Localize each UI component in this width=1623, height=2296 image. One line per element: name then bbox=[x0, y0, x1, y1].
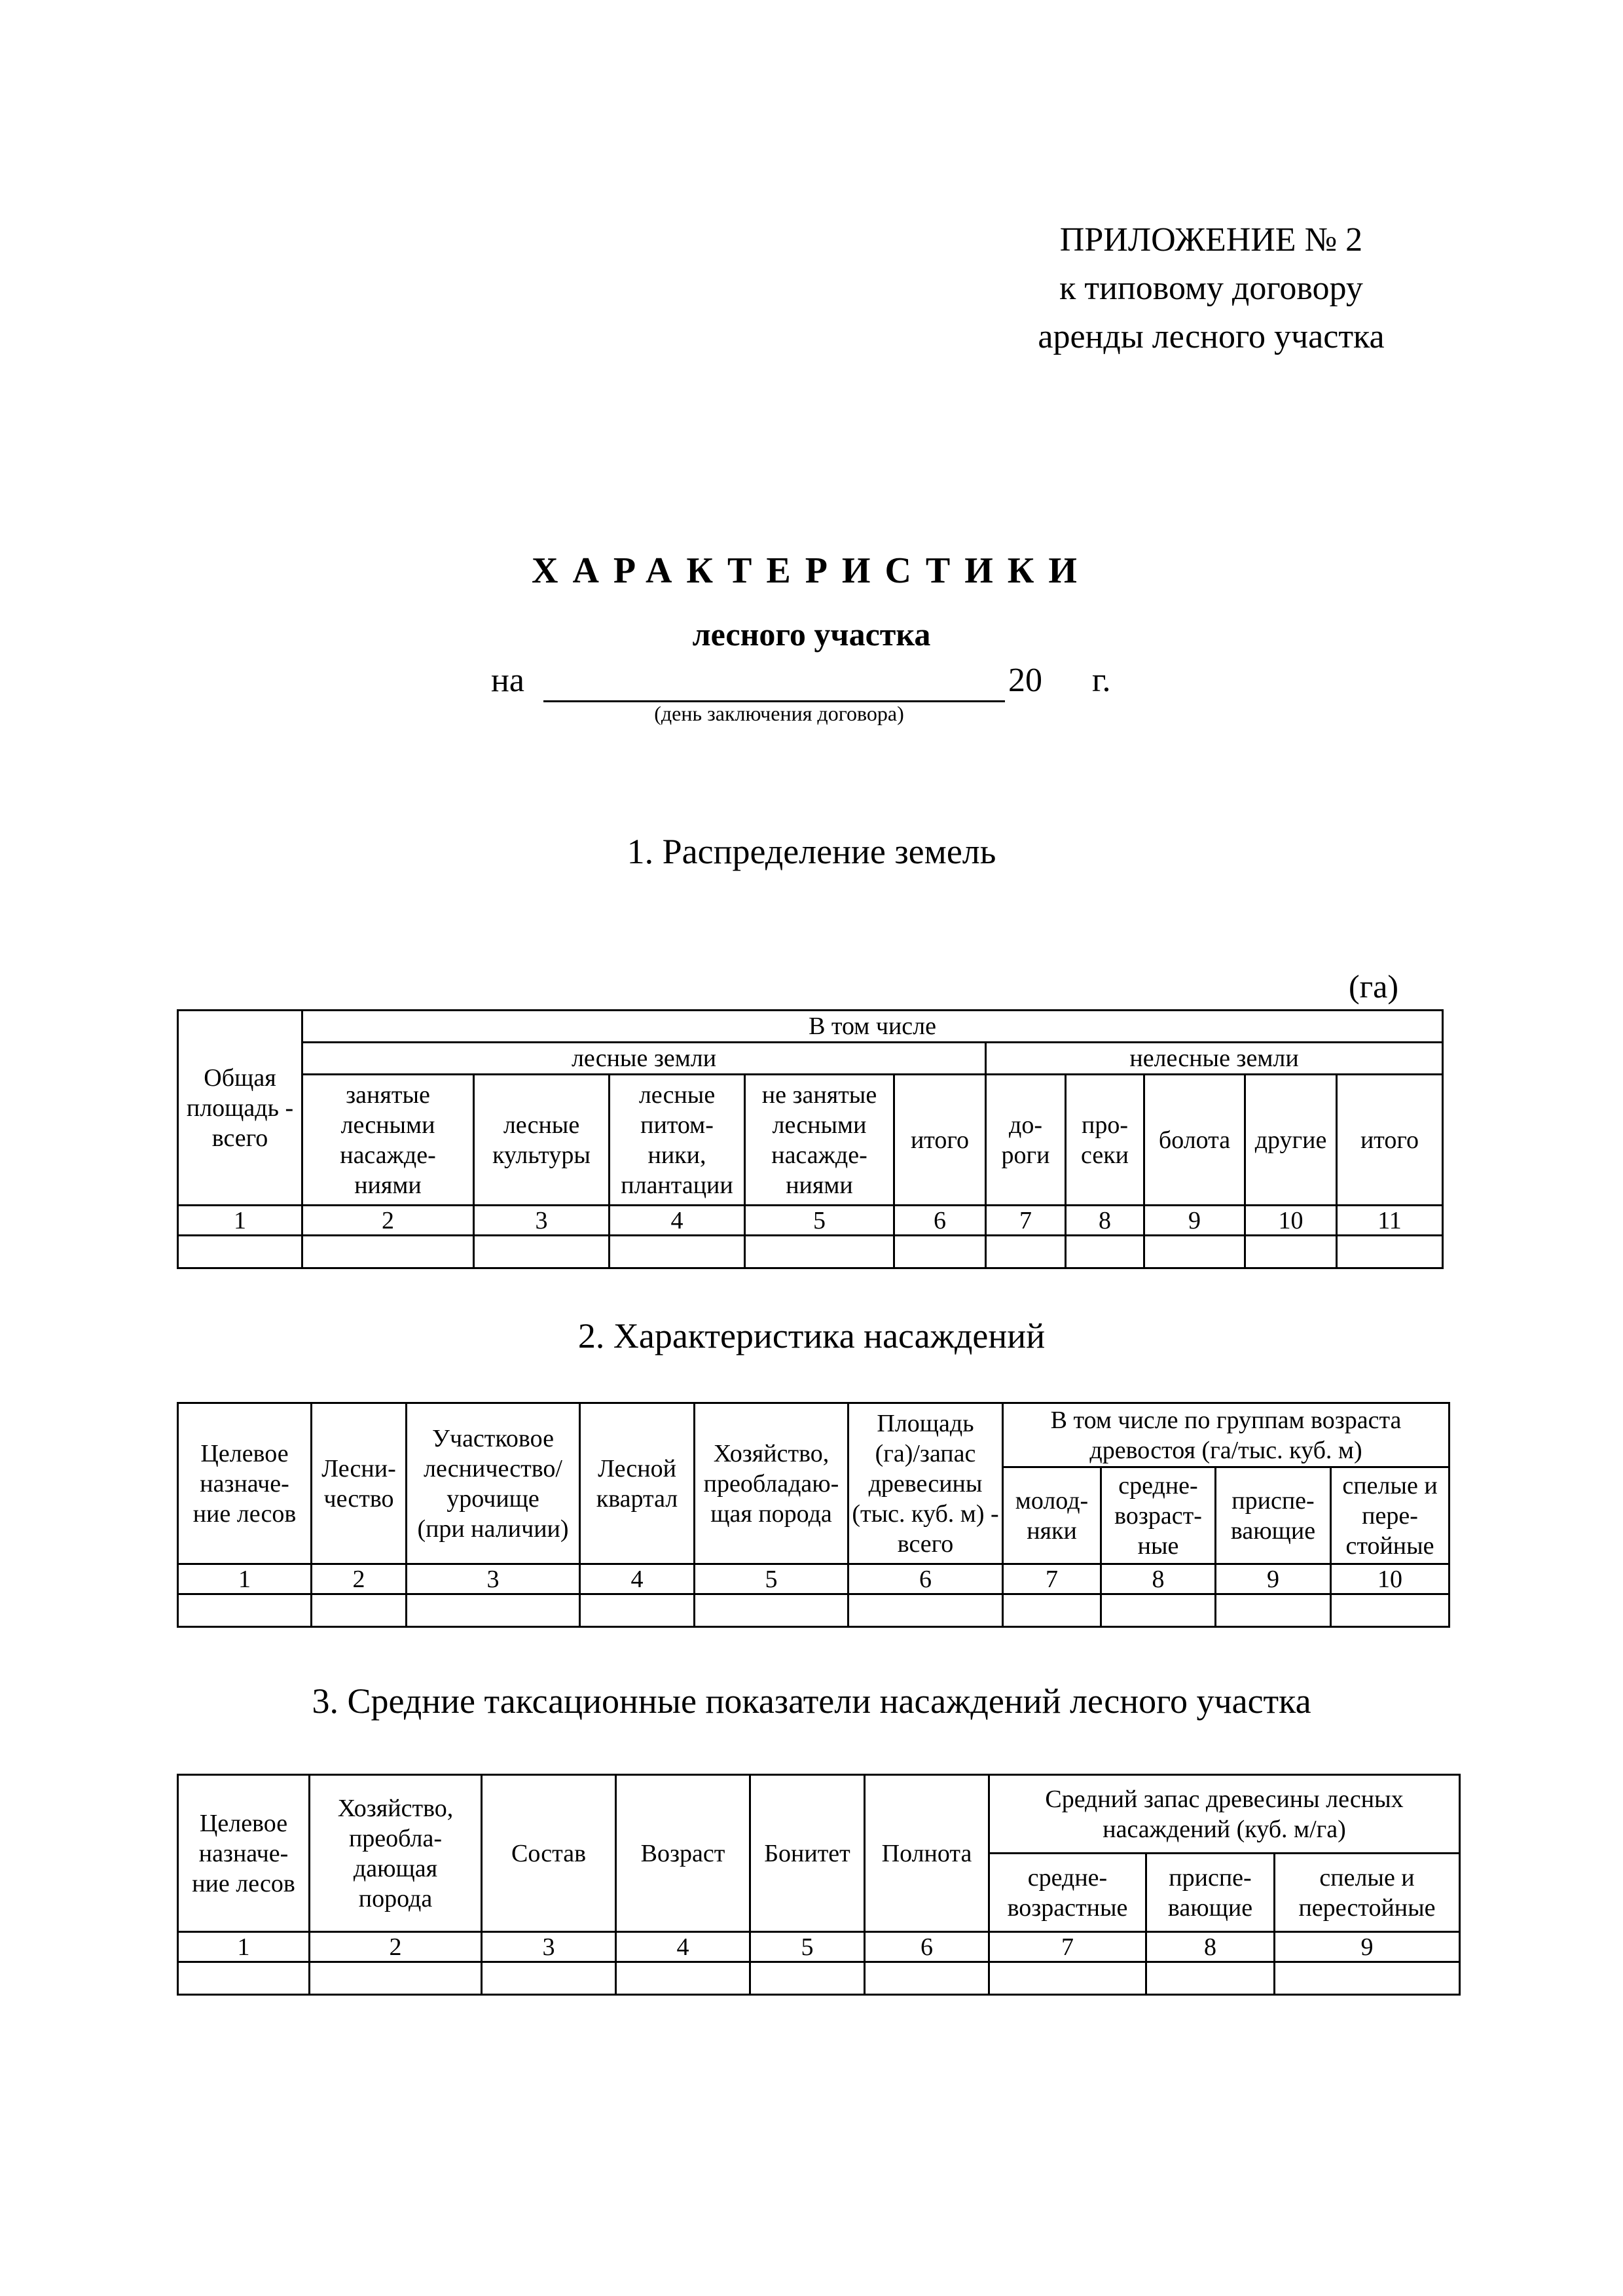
col-header: итого bbox=[894, 1075, 986, 1206]
col-header: Целевое назначе- ние лесов bbox=[178, 1775, 310, 1932]
empty-cell[interactable] bbox=[1146, 1962, 1275, 1995]
stand-characteristics-table bbox=[177, 1402, 1450, 1628]
empty-cell[interactable] bbox=[865, 1962, 989, 1995]
col-header: не занятые лесными насажде- ниями bbox=[745, 1075, 894, 1206]
col-header: средне- возраст- ные bbox=[1101, 1467, 1216, 1564]
group-nonforest-lands: нелесные земли bbox=[986, 1043, 1443, 1075]
col-header: Хозяйство, преобладаю- щая порода bbox=[695, 1403, 848, 1564]
column-number: 5 bbox=[750, 1932, 865, 1962]
empty-cell[interactable] bbox=[178, 1236, 302, 1268]
empty-cell[interactable] bbox=[178, 1594, 312, 1627]
column-number: 7 bbox=[986, 1206, 1066, 1236]
empty-cell[interactable] bbox=[695, 1594, 848, 1627]
column-number: 4 bbox=[580, 1564, 695, 1594]
column-number: 8 bbox=[1146, 1932, 1275, 1962]
appendix-reference: к типовому договору bbox=[1059, 270, 1363, 307]
col-header: Участковое лесничество/ урочище (при наличии) bbox=[407, 1403, 580, 1564]
col-header: лесные культуры bbox=[474, 1075, 610, 1206]
col-header: Целевое назначе- ние лесов bbox=[178, 1403, 312, 1564]
col-header: занятые лесными насажде- ниями bbox=[302, 1075, 474, 1206]
col-header: Возраст bbox=[616, 1775, 750, 1932]
empty-cell[interactable] bbox=[1101, 1594, 1216, 1627]
date-prefix: на bbox=[491, 662, 524, 699]
col-header: Хозяйство, преобла- дающая порода bbox=[310, 1775, 482, 1932]
section3-title: 3. Средние таксационные показатели насаждений лесного участка bbox=[312, 1681, 1311, 1721]
column-number: 6 bbox=[848, 1564, 1003, 1594]
empty-cell[interactable] bbox=[989, 1962, 1146, 1995]
land-distribution-table bbox=[177, 1009, 1444, 1269]
column-number: 1 bbox=[178, 1564, 312, 1594]
empty-cell[interactable] bbox=[1337, 1236, 1443, 1268]
empty-cell[interactable] bbox=[848, 1594, 1003, 1627]
column-number: 1 bbox=[178, 1932, 310, 1962]
col-header: приспе- вающие bbox=[1146, 1854, 1275, 1932]
column-number: 5 bbox=[695, 1564, 848, 1594]
col-header: спелые и пере- стойные bbox=[1331, 1467, 1450, 1564]
section1-title: 1. Распределение земель bbox=[627, 832, 996, 871]
empty-cell[interactable] bbox=[894, 1236, 986, 1268]
group-including: В том числе bbox=[302, 1011, 1443, 1043]
col-header: средне- возрастные bbox=[989, 1854, 1146, 1932]
col-header: Лесной квартал bbox=[580, 1403, 695, 1564]
column-number: 2 bbox=[312, 1564, 407, 1594]
col-header: молод- няки bbox=[1003, 1467, 1101, 1564]
column-number: 8 bbox=[1066, 1206, 1144, 1236]
column-number: 9 bbox=[1216, 1564, 1331, 1594]
empty-cell[interactable] bbox=[1144, 1236, 1245, 1268]
column-number: 4 bbox=[610, 1206, 745, 1236]
col-total-area: Общая площадь - всего bbox=[178, 1011, 302, 1206]
col-header: Состав bbox=[482, 1775, 616, 1932]
column-number: 9 bbox=[1144, 1206, 1245, 1236]
col-header: про- секи bbox=[1066, 1075, 1144, 1206]
column-number: 8 bbox=[1101, 1564, 1216, 1594]
group-age: В том числе по группам возраста древостоя (га/тыс. куб. м) bbox=[1003, 1403, 1450, 1467]
empty-cell[interactable] bbox=[474, 1236, 610, 1268]
empty-cell[interactable] bbox=[312, 1594, 407, 1627]
column-number: 7 bbox=[989, 1932, 1146, 1962]
column-number: 6 bbox=[865, 1932, 989, 1962]
appendix-header bbox=[982, 216, 1440, 361]
appendix-number: ПРИЛОЖЕНИЕ № 2 bbox=[1059, 221, 1363, 259]
column-number: 5 bbox=[745, 1206, 894, 1236]
empty-cell[interactable] bbox=[1066, 1236, 1144, 1268]
col-header: лесные питом- ники, плантации bbox=[610, 1075, 745, 1206]
date-caption: (день заключения договора) bbox=[654, 702, 904, 725]
date-suffix: г. bbox=[1092, 662, 1111, 699]
col-header: Площадь (га)/запас древесины (тыс. куб. м) - всего bbox=[848, 1403, 1003, 1564]
empty-cell[interactable] bbox=[750, 1962, 865, 1995]
empty-cell[interactable] bbox=[986, 1236, 1066, 1268]
empty-cell[interactable] bbox=[1003, 1594, 1101, 1627]
column-number: 3 bbox=[482, 1932, 616, 1962]
col-header: до- роги bbox=[986, 1075, 1066, 1206]
column-number: 2 bbox=[302, 1206, 474, 1236]
col-header: итого bbox=[1337, 1075, 1443, 1206]
column-number: 3 bbox=[407, 1564, 580, 1594]
column-number: 11 bbox=[1337, 1206, 1443, 1236]
empty-cell[interactable] bbox=[1275, 1962, 1460, 1995]
column-number: 9 bbox=[1275, 1932, 1460, 1962]
column-number: 1 bbox=[178, 1206, 302, 1236]
appendix-contract-type: аренды лесного участка bbox=[1038, 318, 1385, 355]
section2-title: 2. Характеристика насаждений bbox=[577, 1316, 1046, 1355]
col-header: другие bbox=[1245, 1075, 1337, 1206]
empty-cell[interactable] bbox=[580, 1594, 695, 1627]
empty-cell[interactable] bbox=[616, 1962, 750, 1995]
column-number: 4 bbox=[616, 1932, 750, 1962]
col-header: Бонитет bbox=[750, 1775, 865, 1932]
column-number: 6 bbox=[894, 1206, 986, 1236]
group-stock: Средний запас древесины лесных насаждений (куб. м/га) bbox=[989, 1775, 1460, 1854]
empty-cell[interactable] bbox=[1245, 1236, 1337, 1268]
document-subtitle: лесного участка bbox=[692, 616, 931, 653]
col-header: Лесни- чество bbox=[312, 1403, 407, 1564]
empty-cell[interactable] bbox=[407, 1594, 580, 1627]
empty-cell[interactable] bbox=[610, 1236, 745, 1268]
column-number: 10 bbox=[1245, 1206, 1337, 1236]
column-number: 2 bbox=[310, 1932, 482, 1962]
document-title: ХАРАКТЕРИСТИКИ bbox=[532, 550, 1091, 591]
col-header: спелые и перестойные bbox=[1275, 1854, 1460, 1932]
empty-cell[interactable] bbox=[310, 1962, 482, 1995]
empty-cell[interactable] bbox=[178, 1962, 310, 1995]
average-taxation-table bbox=[177, 1774, 1461, 1996]
empty-cell[interactable] bbox=[1331, 1594, 1450, 1627]
column-number: 10 bbox=[1331, 1564, 1450, 1594]
section1-unit: (га) bbox=[1349, 968, 1399, 1005]
empty-cell[interactable] bbox=[1216, 1594, 1331, 1627]
col-header: Полнота bbox=[865, 1775, 989, 1932]
column-number: 7 bbox=[1003, 1564, 1101, 1594]
col-header: приспе- вающие bbox=[1216, 1467, 1331, 1564]
empty-cell[interactable] bbox=[482, 1962, 616, 1995]
empty-cell[interactable] bbox=[302, 1236, 474, 1268]
column-number: 3 bbox=[474, 1206, 610, 1236]
date-line bbox=[484, 661, 1139, 707]
empty-cell[interactable] bbox=[745, 1236, 894, 1268]
col-header: болота bbox=[1144, 1075, 1245, 1206]
date-year: 20 bbox=[1008, 662, 1042, 699]
group-forest-lands: лесные земли bbox=[302, 1043, 986, 1075]
